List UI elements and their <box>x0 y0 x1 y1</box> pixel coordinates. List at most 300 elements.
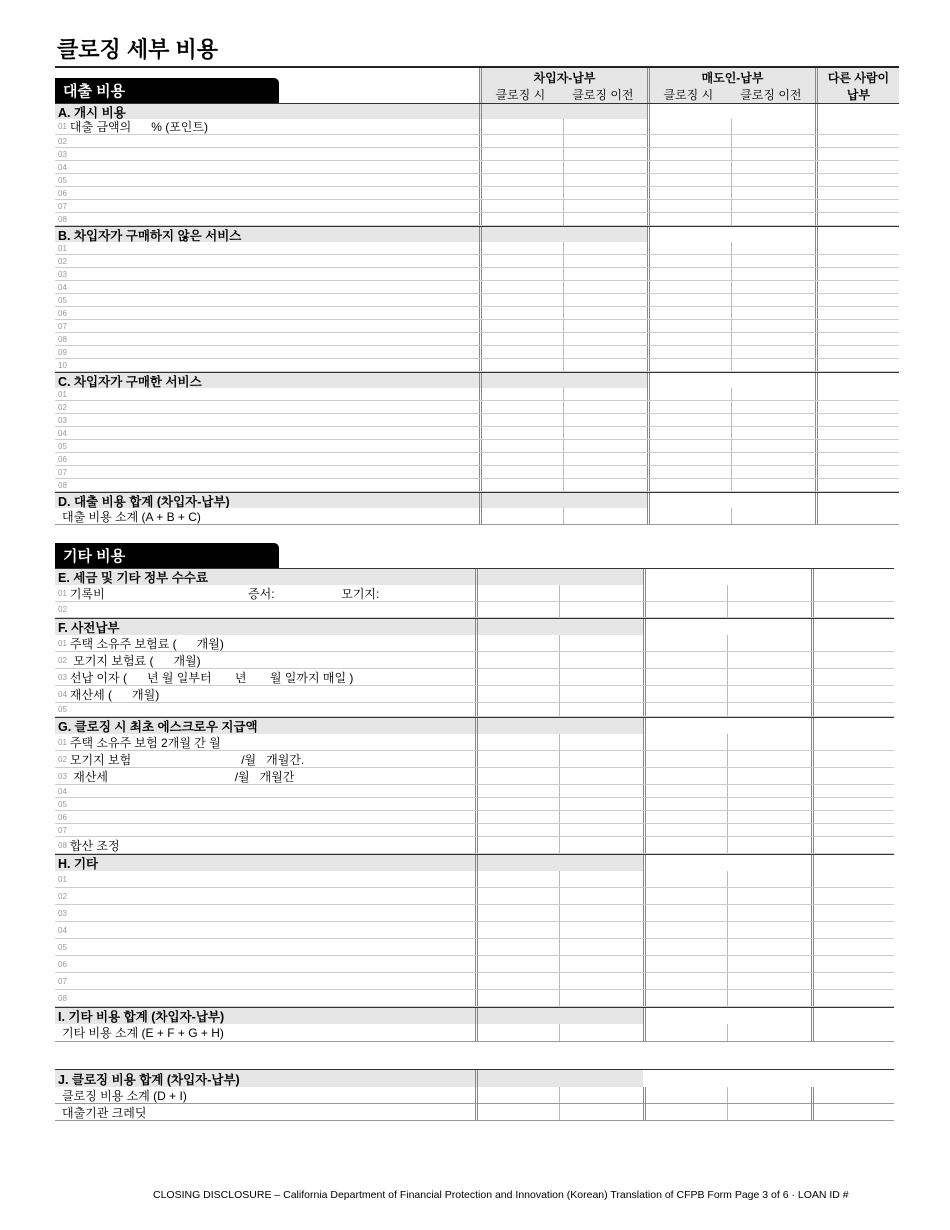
borrower-before-closing-cell[interactable] <box>559 939 643 955</box>
seller-before-closing-cell[interactable] <box>731 242 815 254</box>
borrower-before-closing-cell[interactable] <box>559 837 643 853</box>
seller-at-closing-cell[interactable] <box>647 508 731 524</box>
section-header <box>55 717 894 734</box>
seller-before-closing-cell[interactable] <box>731 440 815 452</box>
paid-by-others-cell[interactable] <box>811 905 895 921</box>
borrower-before-closing-cell[interactable] <box>563 161 647 173</box>
seller-at-closing-cell[interactable] <box>643 585 727 601</box>
row-label <box>55 939 475 955</box>
paid-by-others-cell[interactable] <box>815 466 899 478</box>
seller-before-closing-cell[interactable] <box>727 888 811 904</box>
seller-before-closing-cell[interactable] <box>727 652 811 668</box>
borrower-before-closing-cell[interactable] <box>559 1087 643 1103</box>
borrower-before-closing-cell[interactable] <box>559 990 643 1006</box>
borrower-before-closing-cell[interactable] <box>563 200 647 212</box>
seller-at-closing-cell[interactable] <box>647 453 731 465</box>
borrower-before-closing-cell[interactable] <box>563 174 647 186</box>
seller-before-closing-cell[interactable] <box>727 734 811 750</box>
borrower-before-closing-cell[interactable] <box>559 905 643 921</box>
paid-by-others-cell[interactable] <box>811 798 895 810</box>
seller-at-closing-cell[interactable] <box>643 1087 727 1103</box>
table-row <box>55 652 894 669</box>
borrower-before-closing-cell[interactable] <box>563 255 647 267</box>
row-number: 03 <box>58 415 67 425</box>
seller-at-closing-cell[interactable] <box>643 990 727 1006</box>
borrower-before-closing-cell[interactable] <box>559 635 643 651</box>
borrower-at-closing-cell[interactable] <box>475 990 559 1006</box>
seller-before-closing-cell[interactable] <box>731 427 815 439</box>
seller-at-closing-cell[interactable] <box>647 135 731 147</box>
row-label <box>55 811 475 823</box>
paid-by-others-cell[interactable] <box>815 479 899 491</box>
borrower-before-closing-cell[interactable] <box>563 294 647 306</box>
borrower-before-closing-cell[interactable] <box>563 242 647 254</box>
borrower-at-closing-cell[interactable] <box>475 768 559 784</box>
borrower-at-closing-cell[interactable] <box>479 148 563 160</box>
borrower-at-closing-cell[interactable] <box>479 333 563 345</box>
borrower-at-closing-cell[interactable] <box>475 837 559 853</box>
borrower-at-closing-cell[interactable] <box>475 888 559 904</box>
borrower-at-closing-cell[interactable] <box>475 956 559 972</box>
seller-at-closing-cell[interactable] <box>643 602 727 617</box>
seller-at-closing-cell[interactable] <box>647 388 731 400</box>
seller-before-closing-cell[interactable] <box>731 401 815 413</box>
paid-by-others-cell[interactable] <box>815 148 899 160</box>
row-text: 주택 소유주 보험료 ( 개월) <box>69 636 224 651</box>
seller-at-closing-cell[interactable] <box>647 200 731 212</box>
seller-before-closing-cell[interactable] <box>731 268 815 280</box>
borrower-at-closing-cell[interactable] <box>479 388 563 400</box>
borrower-at-closing-cell[interactable] <box>479 508 563 524</box>
paid-by-others-cell[interactable] <box>811 837 895 853</box>
section-header-cell <box>475 855 559 871</box>
paid-by-others-cell[interactable] <box>815 346 899 358</box>
borrower-at-closing-cell[interactable] <box>479 359 563 371</box>
seller-at-closing-cell[interactable] <box>647 440 731 452</box>
borrower-before-closing-cell[interactable] <box>559 798 643 810</box>
seller-before-closing-cell[interactable] <box>727 990 811 1006</box>
section-header-cell <box>811 569 895 585</box>
paid-by-others-cell[interactable] <box>811 871 895 887</box>
borrower-at-closing-cell[interactable] <box>475 1087 559 1103</box>
row-number: 01 <box>58 389 67 399</box>
paid-by-others-cell[interactable] <box>815 320 899 332</box>
borrower-before-closing-cell[interactable] <box>559 669 643 685</box>
paid-by-others-cell[interactable] <box>815 200 899 212</box>
borrower-at-closing-cell[interactable] <box>479 466 563 478</box>
borrower-at-closing-cell[interactable] <box>475 1024 559 1041</box>
borrower-at-closing-cell[interactable] <box>479 479 563 491</box>
seller-before-closing-cell[interactable] <box>727 811 811 823</box>
seller-at-closing-cell[interactable] <box>647 174 731 186</box>
seller-at-closing-cell[interactable] <box>643 1104 727 1120</box>
paid-by-others-cell[interactable] <box>811 824 895 836</box>
seller-at-closing-cell[interactable] <box>643 669 727 685</box>
table-row <box>55 751 894 768</box>
paid-by-others-cell[interactable] <box>815 119 899 134</box>
borrower-before-closing-cell[interactable] <box>563 307 647 319</box>
seller-at-closing-cell[interactable] <box>647 346 731 358</box>
seller-at-closing-cell[interactable] <box>643 888 727 904</box>
paid-by-others-cell[interactable] <box>811 652 895 668</box>
borrower-before-closing-cell[interactable] <box>559 602 643 617</box>
seller-at-closing-cell[interactable] <box>647 414 731 426</box>
row-label <box>55 346 479 358</box>
seller-at-closing-cell[interactable] <box>647 479 731 491</box>
borrower-at-closing-cell[interactable] <box>475 703 559 716</box>
borrower-at-closing-cell[interactable] <box>475 973 559 989</box>
borrower-at-closing-cell[interactable] <box>479 119 563 134</box>
borrower-before-closing-cell[interactable] <box>559 824 643 836</box>
table-row <box>55 242 899 255</box>
borrower-before-closing-cell[interactable] <box>559 1104 643 1120</box>
seller-before-closing-cell[interactable] <box>731 333 815 345</box>
borrower-at-closing-cell[interactable] <box>479 161 563 173</box>
seller-at-closing-cell[interactable] <box>643 973 727 989</box>
paid-by-others-cell[interactable] <box>815 401 899 413</box>
paid-by-others-cell[interactable] <box>811 669 895 685</box>
borrower-before-closing-cell[interactable] <box>563 119 647 134</box>
seller-before-closing-cell[interactable] <box>727 703 811 716</box>
seller-before-closing-cell[interactable] <box>731 255 815 267</box>
seller-before-closing-cell[interactable] <box>731 359 815 371</box>
table-row <box>55 200 899 213</box>
paid-by-others-cell[interactable] <box>811 922 895 938</box>
seller-at-closing-cell[interactable] <box>643 785 727 797</box>
seller-before-closing-cell[interactable] <box>727 939 811 955</box>
paid-by-others-cell[interactable] <box>811 956 895 972</box>
seller-before-closing-cell[interactable] <box>731 200 815 212</box>
seller-at-closing-cell[interactable] <box>647 427 731 439</box>
section-header-cell <box>643 619 727 635</box>
borrower-at-closing-cell[interactable] <box>479 174 563 186</box>
seller-at-closing-cell[interactable] <box>647 281 731 293</box>
paid-by-others-cell[interactable] <box>815 135 899 147</box>
table-row <box>55 1104 894 1121</box>
seller-at-closing-cell[interactable] <box>647 161 731 173</box>
section-header-cell <box>731 227 815 242</box>
row-label <box>55 824 475 836</box>
borrower-before-closing-cell[interactable] <box>563 135 647 147</box>
paid-by-others-cell[interactable] <box>815 213 899 225</box>
seller-before-closing-cell[interactable] <box>727 635 811 651</box>
paid-by-others-label-2: 납부 <box>846 87 871 102</box>
paid-by-others-cell[interactable] <box>811 585 895 601</box>
row-text: 합산 조정 <box>69 838 120 853</box>
borrower-before-closing-cell[interactable] <box>563 346 647 358</box>
seller-before-closing-cell[interactable] <box>727 1104 811 1120</box>
borrower-at-closing-cell[interactable] <box>479 307 563 319</box>
borrower-at-closing-cell[interactable] <box>475 939 559 955</box>
section-header-cell <box>559 718 643 734</box>
borrower-before-closing-cell[interactable] <box>559 703 643 716</box>
paid-by-others-cell[interactable] <box>811 990 895 1006</box>
seller-at-closing-cell[interactable] <box>643 703 727 716</box>
borrower-at-closing-cell[interactable] <box>479 414 563 426</box>
seller-at-closing-cell[interactable] <box>643 939 727 955</box>
borrower-at-closing-cell[interactable] <box>479 187 563 199</box>
paid-by-others-cell[interactable] <box>811 1024 895 1041</box>
paid-by-others-cell[interactable] <box>815 333 899 345</box>
borrower-before-closing-cell[interactable] <box>563 359 647 371</box>
seller-before-closing-cell[interactable] <box>727 973 811 989</box>
seller-before-closing-cell[interactable] <box>731 187 815 199</box>
seller-at-closing-cell[interactable] <box>647 333 731 345</box>
seller-at-closing-cell[interactable] <box>643 734 727 750</box>
borrower-at-closing-cell[interactable] <box>475 798 559 810</box>
paid-by-others-cell[interactable] <box>811 939 895 955</box>
borrower-at-closing-cell[interactable] <box>479 440 563 452</box>
paid-by-others-cell[interactable] <box>811 785 895 797</box>
borrower-at-closing-cell[interactable] <box>479 320 563 332</box>
row-label <box>55 990 475 1006</box>
paid-by-others-cell[interactable] <box>815 187 899 199</box>
paid-by-others-cell[interactable] <box>811 751 895 767</box>
seller-at-closing-cell[interactable] <box>643 956 727 972</box>
seller-before-closing-cell[interactable] <box>731 508 815 524</box>
borrower-at-closing-cell[interactable] <box>475 635 559 651</box>
row-number: 04 <box>58 925 67 935</box>
row-number: 06 <box>58 308 67 318</box>
borrower-before-closing-cell[interactable] <box>563 320 647 332</box>
seller-before-closing-cell[interactable] <box>727 751 811 767</box>
borrower-before-closing-cell[interactable] <box>563 213 647 225</box>
paid-by-others-cell[interactable] <box>815 359 899 371</box>
seller-before-closing-cell[interactable] <box>727 871 811 887</box>
seller-at-closing-cell[interactable] <box>647 294 731 306</box>
borrower-at-closing-cell[interactable] <box>479 427 563 439</box>
borrower-before-closing-cell[interactable] <box>563 453 647 465</box>
paid-by-others-cell[interactable] <box>811 602 895 617</box>
row-label <box>55 135 479 147</box>
borrower-before-closing-cell[interactable] <box>559 734 643 750</box>
borrower-at-closing-cell[interactable] <box>475 1104 559 1120</box>
seller-before-closing-cell[interactable] <box>727 956 811 972</box>
paid-by-others-cell[interactable] <box>811 703 895 716</box>
borrower-before-closing-cell[interactable] <box>563 479 647 491</box>
seller-before-closing-cell[interactable] <box>731 414 815 426</box>
seller-at-closing-cell[interactable] <box>647 242 731 254</box>
row-number: 04 <box>58 162 67 172</box>
seller-before-closing-cell[interactable] <box>727 824 811 836</box>
paid-by-others-cell[interactable] <box>815 414 899 426</box>
seller-at-closing-cell[interactable] <box>647 307 731 319</box>
borrower-before-closing-cell[interactable] <box>559 751 643 767</box>
borrower-before-closing-cell[interactable] <box>559 1024 643 1041</box>
borrower-at-closing-cell[interactable] <box>475 585 559 601</box>
borrower-before-closing-cell[interactable] <box>559 922 643 938</box>
seller-at-closing-cell[interactable] <box>643 922 727 938</box>
seller-at-closing-cell[interactable] <box>647 401 731 413</box>
paid-by-others-cell[interactable] <box>811 973 895 989</box>
borrower-at-closing-cell[interactable] <box>479 294 563 306</box>
seller-at-closing-cell[interactable] <box>643 905 727 921</box>
borrower-at-closing-cell[interactable] <box>479 453 563 465</box>
seller-at-closing-cell[interactable] <box>643 798 727 810</box>
paid-by-others-cell[interactable] <box>815 174 899 186</box>
borrower-before-closing-cell[interactable] <box>559 686 643 702</box>
borrower-at-closing-cell[interactable] <box>475 785 559 797</box>
borrower-at-closing-cell[interactable] <box>475 602 559 617</box>
seller-before-closing-cell[interactable] <box>727 768 811 784</box>
borrower-before-closing-cell[interactable] <box>563 414 647 426</box>
seller-at-closing-cell[interactable] <box>647 466 731 478</box>
borrower-at-closing-cell[interactable] <box>479 213 563 225</box>
loan-costs-table <box>55 66 899 525</box>
seller-before-closing-cell[interactable] <box>731 388 815 400</box>
borrower-before-closing-cell[interactable] <box>563 187 647 199</box>
seller-at-closing-cell[interactable] <box>643 824 727 836</box>
borrower-before-closing-cell[interactable] <box>563 440 647 452</box>
seller-at-closing-cell[interactable] <box>647 268 731 280</box>
paid-by-others-cell[interactable] <box>815 255 899 267</box>
seller-before-closing-cell[interactable] <box>727 785 811 797</box>
paid-by-others-cell[interactable] <box>811 1087 895 1103</box>
borrower-at-closing-cell[interactable] <box>475 922 559 938</box>
seller-at-closing-cell[interactable] <box>643 635 727 651</box>
borrower-at-closing-cell[interactable] <box>475 871 559 887</box>
seller-before-closing-cell[interactable] <box>731 135 815 147</box>
seller-before-closing-cell[interactable] <box>731 213 815 225</box>
seller-before-closing-cell[interactable] <box>731 479 815 491</box>
borrower-before-closing-cell[interactable] <box>559 652 643 668</box>
borrower-before-closing-cell[interactable] <box>563 333 647 345</box>
paid-by-others-cell[interactable] <box>815 268 899 280</box>
seller-before-closing-cell[interactable] <box>731 453 815 465</box>
seller-at-closing-cell[interactable] <box>647 213 731 225</box>
seller-at-closing-cell[interactable] <box>643 837 727 853</box>
section-header-cell <box>643 718 727 734</box>
paid-by-others-cell[interactable] <box>811 888 895 904</box>
borrower-at-closing-cell[interactable] <box>475 734 559 750</box>
borrower-at-closing-cell[interactable] <box>479 268 563 280</box>
paid-by-others-cell[interactable] <box>811 811 895 823</box>
seller-before-closing-cell[interactable] <box>727 1024 811 1041</box>
seller-before-closing-cell[interactable] <box>731 119 815 134</box>
seller-at-closing-cell[interactable] <box>647 119 731 134</box>
paid-by-others-cell[interactable] <box>815 307 899 319</box>
borrower-at-closing-cell[interactable] <box>475 905 559 921</box>
paid-by-others-cell[interactable] <box>811 1104 895 1120</box>
seller-before-closing-cell[interactable] <box>727 905 811 921</box>
borrower-at-closing-cell[interactable] <box>479 242 563 254</box>
paid-by-others-cell[interactable] <box>811 768 895 784</box>
seller-before-closing-cell[interactable] <box>731 281 815 293</box>
borrower-at-closing-cell[interactable] <box>475 669 559 685</box>
borrower-before-closing-cell[interactable] <box>563 401 647 413</box>
borrower-at-closing-cell[interactable] <box>475 751 559 767</box>
borrower-at-closing-cell[interactable] <box>475 652 559 668</box>
paid-by-others-cell[interactable] <box>811 635 895 651</box>
borrower-before-closing-cell[interactable] <box>563 281 647 293</box>
seller-at-closing-cell[interactable] <box>647 320 731 332</box>
borrower-before-closing-cell[interactable] <box>559 768 643 784</box>
borrower-before-closing-cell[interactable] <box>559 871 643 887</box>
borrower-before-closing-cell[interactable] <box>563 427 647 439</box>
seller-before-closing-cell[interactable] <box>727 798 811 810</box>
seller-before-closing-cell[interactable] <box>731 294 815 306</box>
borrower-before-closing-cell[interactable] <box>563 466 647 478</box>
seller-at-closing-cell[interactable] <box>643 1024 727 1041</box>
borrower-before-closing-cell[interactable] <box>559 785 643 797</box>
seller-before-closing-cell[interactable] <box>727 686 811 702</box>
paid-by-others-cell[interactable] <box>811 734 895 750</box>
seller-at-closing-cell[interactable] <box>643 768 727 784</box>
seller-before-closing-cell[interactable] <box>727 585 811 601</box>
seller-at-closing-cell[interactable] <box>643 811 727 823</box>
paid-by-others-cell[interactable] <box>815 388 899 400</box>
row-text: 재산세 ( 개월) <box>69 687 160 702</box>
paid-by-others-cell[interactable] <box>811 686 895 702</box>
seller-before-closing-cell[interactable] <box>731 346 815 358</box>
seller-at-closing-cell[interactable] <box>647 359 731 371</box>
borrower-at-closing-cell[interactable] <box>479 346 563 358</box>
paid-by-others-cell[interactable] <box>815 161 899 173</box>
borrower-before-closing-cell[interactable] <box>559 973 643 989</box>
borrower-at-closing-cell[interactable] <box>479 135 563 147</box>
seller-at-closing-cell[interactable] <box>647 187 731 199</box>
seller-before-closing-cell[interactable] <box>731 466 815 478</box>
borrower-before-closing-cell[interactable] <box>563 388 647 400</box>
paid-by-others-cell[interactable] <box>815 453 899 465</box>
paid-by-others-cell[interactable] <box>815 294 899 306</box>
seller-at-closing-cell[interactable] <box>647 255 731 267</box>
seller-before-closing-cell[interactable] <box>727 837 811 853</box>
borrower-before-closing-cell[interactable] <box>563 148 647 160</box>
seller-before-closing-cell[interactable] <box>727 922 811 938</box>
seller-before-closing-cell[interactable] <box>727 669 811 685</box>
seller-before-closing-cell[interactable] <box>731 174 815 186</box>
borrower-at-closing-cell[interactable] <box>475 811 559 823</box>
borrower-before-closing-cell[interactable] <box>563 508 647 524</box>
seller-at-closing-cell[interactable] <box>643 871 727 887</box>
seller-at-closing-cell[interactable] <box>643 652 727 668</box>
seller-before-closing-cell[interactable] <box>731 161 815 173</box>
row-number: 08 <box>58 840 67 850</box>
borrower-at-closing-cell[interactable] <box>479 255 563 267</box>
section-header <box>55 492 899 508</box>
paid-by-others-cell[interactable] <box>815 440 899 452</box>
borrower-before-closing-cell[interactable] <box>559 956 643 972</box>
table-row <box>55 1087 894 1104</box>
seller-before-closing-cell[interactable] <box>731 307 815 319</box>
borrower-before-closing-cell[interactable] <box>559 585 643 601</box>
row-number: 09 <box>58 347 67 357</box>
section-header-cell <box>559 1008 643 1024</box>
borrower-at-closing-cell[interactable] <box>479 401 563 413</box>
seller-before-closing-cell[interactable] <box>727 602 811 617</box>
borrower-at-closing-cell[interactable] <box>475 686 559 702</box>
borrower-before-closing-cell[interactable] <box>559 811 643 823</box>
seller-before-closing-cell[interactable] <box>727 1087 811 1103</box>
borrower-at-closing-cell[interactable] <box>479 281 563 293</box>
section-title: A. 개시 비용 <box>55 104 479 119</box>
seller-before-closing-cell[interactable] <box>731 148 815 160</box>
paid-by-others-cell[interactable] <box>815 281 899 293</box>
paid-by-others-cell[interactable] <box>815 427 899 439</box>
row-number: 01 <box>58 122 67 131</box>
seller-at-closing-cell[interactable] <box>643 751 727 767</box>
seller-at-closing-cell[interactable] <box>643 686 727 702</box>
paid-by-others-cell[interactable] <box>815 508 899 524</box>
borrower-at-closing-cell[interactable] <box>475 824 559 836</box>
paid-by-others-cell[interactable] <box>815 242 899 254</box>
borrower-at-closing-cell[interactable] <box>479 200 563 212</box>
seller-before-closing-cell[interactable] <box>731 320 815 332</box>
seller-at-closing-cell[interactable] <box>647 148 731 160</box>
borrower-before-closing-cell[interactable] <box>563 268 647 280</box>
borrower-before-closing-cell[interactable] <box>559 888 643 904</box>
